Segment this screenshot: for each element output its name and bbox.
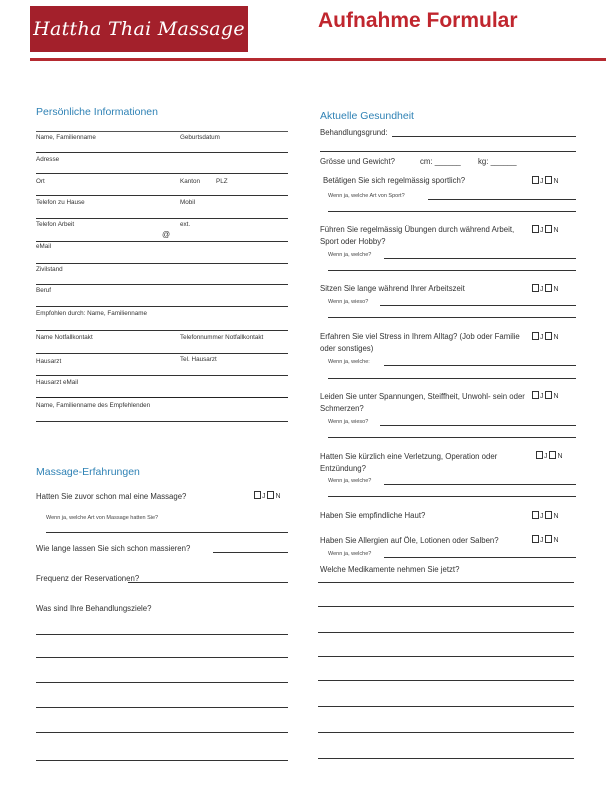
checkbox-yes[interactable] [532, 225, 539, 233]
checkbox-yes[interactable] [536, 451, 543, 459]
checkbox-yes[interactable] [532, 332, 539, 340]
meds-line[interactable] [318, 732, 574, 733]
question-injury: Hatten Sie kürzlich eine Verletzung, Operation oder Entzündung? [320, 452, 498, 473]
question-prior-massage: Hatten Sie zuvor schon mal eine Massage? [36, 492, 187, 501]
field-sport-type[interactable] [428, 199, 576, 200]
checkbox-no[interactable] [549, 451, 556, 459]
meds-line[interactable] [318, 632, 574, 633]
field-reason-2[interactable] [320, 151, 576, 152]
field-job[interactable] [36, 306, 288, 307]
section-personal: Persönliche Informationen [36, 106, 158, 118]
skin-checkboxes[interactable]: J N [532, 511, 559, 520]
label-referrer-name: Name, Familienname des Empfehlenden [36, 402, 151, 409]
sub-allergy: Wenn ja, welche? [328, 551, 372, 557]
goals-line[interactable] [36, 732, 288, 733]
question-skin: Haben Sie empfindliche Haut? [320, 511, 426, 520]
label-mobile: Mobil [180, 199, 196, 206]
checkbox-no[interactable] [545, 535, 552, 543]
question-sitting: Sitzen Sie lange während Ihrer Arbeitszeit [320, 284, 465, 293]
label-doctor-email: Hausarzt eMail [36, 379, 78, 386]
injury-checkboxes[interactable]: J N [536, 451, 563, 460]
goals-line[interactable] [36, 657, 288, 658]
sub-massage-type: Wenn ja, welche Art von Massage hatten Sie? [46, 515, 159, 521]
field-kg[interactable]: kg: ______ [478, 157, 517, 166]
label-city: Ort [36, 178, 45, 185]
checkbox-no[interactable] [545, 225, 552, 233]
prior-massage-checkboxes[interactable]: J N [254, 491, 281, 500]
checkbox-yes[interactable] [532, 284, 539, 292]
label-canton: Kanton [180, 178, 200, 185]
field-pain[interactable] [380, 425, 576, 426]
question-goals: Was sind Ihre Behandlungsziele? [36, 604, 152, 613]
checkbox-yes[interactable] [532, 511, 539, 519]
field-doctor-email[interactable] [36, 397, 288, 398]
question-medication: Welche Medikamente nehmen Sie jetzt? [320, 565, 460, 574]
checkbox-no[interactable] [267, 491, 274, 499]
label-size-weight: Grösse und Gewicht? [320, 157, 395, 166]
checkbox-no[interactable] [545, 391, 552, 399]
section-massage: Massage-Erfahrungen [36, 466, 140, 478]
sub-pain: Wenn ja, wieso? [328, 419, 369, 425]
field-stress-2[interactable] [328, 378, 576, 379]
field-massage-type[interactable] [46, 532, 288, 533]
sub-exercise: Wenn ja, welche? [328, 252, 372, 258]
sub-stress: Wenn ja, welche: [328, 359, 370, 365]
label-job: Beruf [36, 287, 52, 294]
field-name[interactable] [36, 152, 288, 153]
checkbox-no[interactable] [545, 511, 552, 519]
exercise-checkboxes[interactable]: J N [532, 225, 559, 234]
label-civil-status: Zivilstand [36, 266, 63, 273]
label-emergency-name: Name Notfallkontakt [36, 334, 93, 341]
section-health: Aktuelle Gesundheit [320, 110, 414, 122]
field-email[interactable] [36, 263, 288, 264]
label-ext: ext. [180, 221, 191, 228]
field-cm[interactable]: cm: ______ [420, 157, 461, 166]
label-doctor: Hausarzt [36, 358, 62, 365]
label-phone-home: Telefon zu Hause [36, 199, 85, 206]
field-pain-2[interactable] [328, 437, 576, 438]
checkbox-yes[interactable] [254, 491, 261, 499]
meds-line[interactable] [318, 606, 574, 607]
checkbox-yes[interactable] [532, 176, 539, 184]
label-birthdate: Geburtsdatum [180, 134, 220, 141]
goals-line[interactable] [36, 634, 288, 635]
stress-checkboxes[interactable]: J N [532, 332, 559, 341]
field-allergy[interactable] [384, 557, 576, 558]
question-exercise: Führen Sie regelmässig Übungen durch während Arbeit, Sport oder Hobby? [320, 225, 515, 246]
label-email: eMail [36, 243, 52, 250]
field-sport-type-2[interactable] [328, 211, 576, 212]
field-doctor[interactable] [36, 375, 288, 376]
label-name: Name, Familienname [36, 134, 96, 141]
label-doctor-phone: Tel. Hausarzt [180, 356, 217, 363]
field-civil-status[interactable] [36, 284, 288, 285]
sport-checkboxes[interactable]: J N [532, 176, 559, 185]
field-referrer-name[interactable] [36, 421, 288, 422]
allergy-checkboxes[interactable]: J N [532, 535, 559, 544]
meds-line[interactable] [318, 582, 574, 583]
label-address: Adresse [36, 156, 60, 163]
logo: Hattha Thai Massage [30, 6, 248, 52]
question-sport: Betätigen Sie sich regelmässig sportlich? [323, 176, 466, 185]
checkbox-no[interactable] [545, 332, 552, 340]
field-injury-2[interactable] [328, 496, 576, 497]
form-title: Aufnahme Formular [318, 9, 518, 32]
field-phone-work[interactable] [36, 241, 288, 242]
label-referred: Empfohlen durch: Name, Familienname [36, 310, 147, 317]
sitting-checkboxes[interactable]: J N [532, 284, 559, 293]
field-sitting[interactable] [380, 305, 576, 306]
checkbox-yes[interactable] [532, 391, 539, 399]
field-injury[interactable] [384, 484, 576, 485]
field-address[interactable] [36, 173, 288, 174]
question-stress: Erfahren Sie viel Stress in Ihrem Alltag? (Job oder Familie oder sonstiges) [320, 332, 520, 353]
field-phone-home[interactable] [36, 218, 288, 219]
label-zip: PLZ [216, 178, 228, 185]
question-pain: Leiden Sie unter Spannungen, Steiffheit, Unwohl- sein oder Schmerzen? [320, 392, 525, 413]
field-exercise-2[interactable] [328, 270, 576, 271]
goals-line[interactable] [36, 682, 288, 683]
question-frequency: Frequenz der Reservationen? [36, 574, 140, 583]
meds-line[interactable] [318, 656, 574, 657]
field-how-long[interactable] [213, 552, 288, 553]
question-allergy: Haben Sie Allergien auf Öle, Lotionen oder Salben? [320, 536, 499, 545]
checkbox-yes[interactable] [532, 535, 539, 543]
field-referred[interactable] [36, 330, 288, 331]
field-reason[interactable] [392, 136, 576, 137]
goals-line[interactable] [36, 707, 288, 708]
field-frequency[interactable] [128, 582, 288, 583]
checkbox-no[interactable] [545, 176, 552, 184]
rule [36, 131, 288, 132]
label-phone-work: Telefon Arbeit [36, 221, 75, 228]
sub-injury: Wenn ja, welche? [328, 478, 372, 484]
label-emergency-phone: Telefonnummer Notfallkontakt [180, 334, 264, 341]
field-exercise[interactable] [384, 258, 576, 259]
field-sitting-2[interactable] [328, 317, 576, 318]
sub-sitting: Wenn ja, wieso? [328, 299, 369, 305]
field-city[interactable] [36, 195, 288, 196]
goals-line[interactable] [36, 760, 288, 761]
meds-line[interactable] [318, 706, 574, 707]
label-reason: Behandlungsgrund: [320, 128, 388, 137]
field-emergency[interactable] [36, 353, 288, 354]
at-symbol: @ [162, 230, 171, 239]
sub-sport-type: Wenn ja, welche Art von Sport? [328, 193, 405, 199]
question-how-long: Wie lange lassen Sie sich schon massieren? [36, 544, 191, 553]
field-stress[interactable] [384, 365, 576, 366]
checkbox-no[interactable] [545, 284, 552, 292]
header-divider [30, 58, 606, 61]
meds-line[interactable] [318, 680, 574, 681]
meds-line[interactable] [318, 758, 574, 759]
pain-checkboxes[interactable]: J N [532, 391, 559, 400]
